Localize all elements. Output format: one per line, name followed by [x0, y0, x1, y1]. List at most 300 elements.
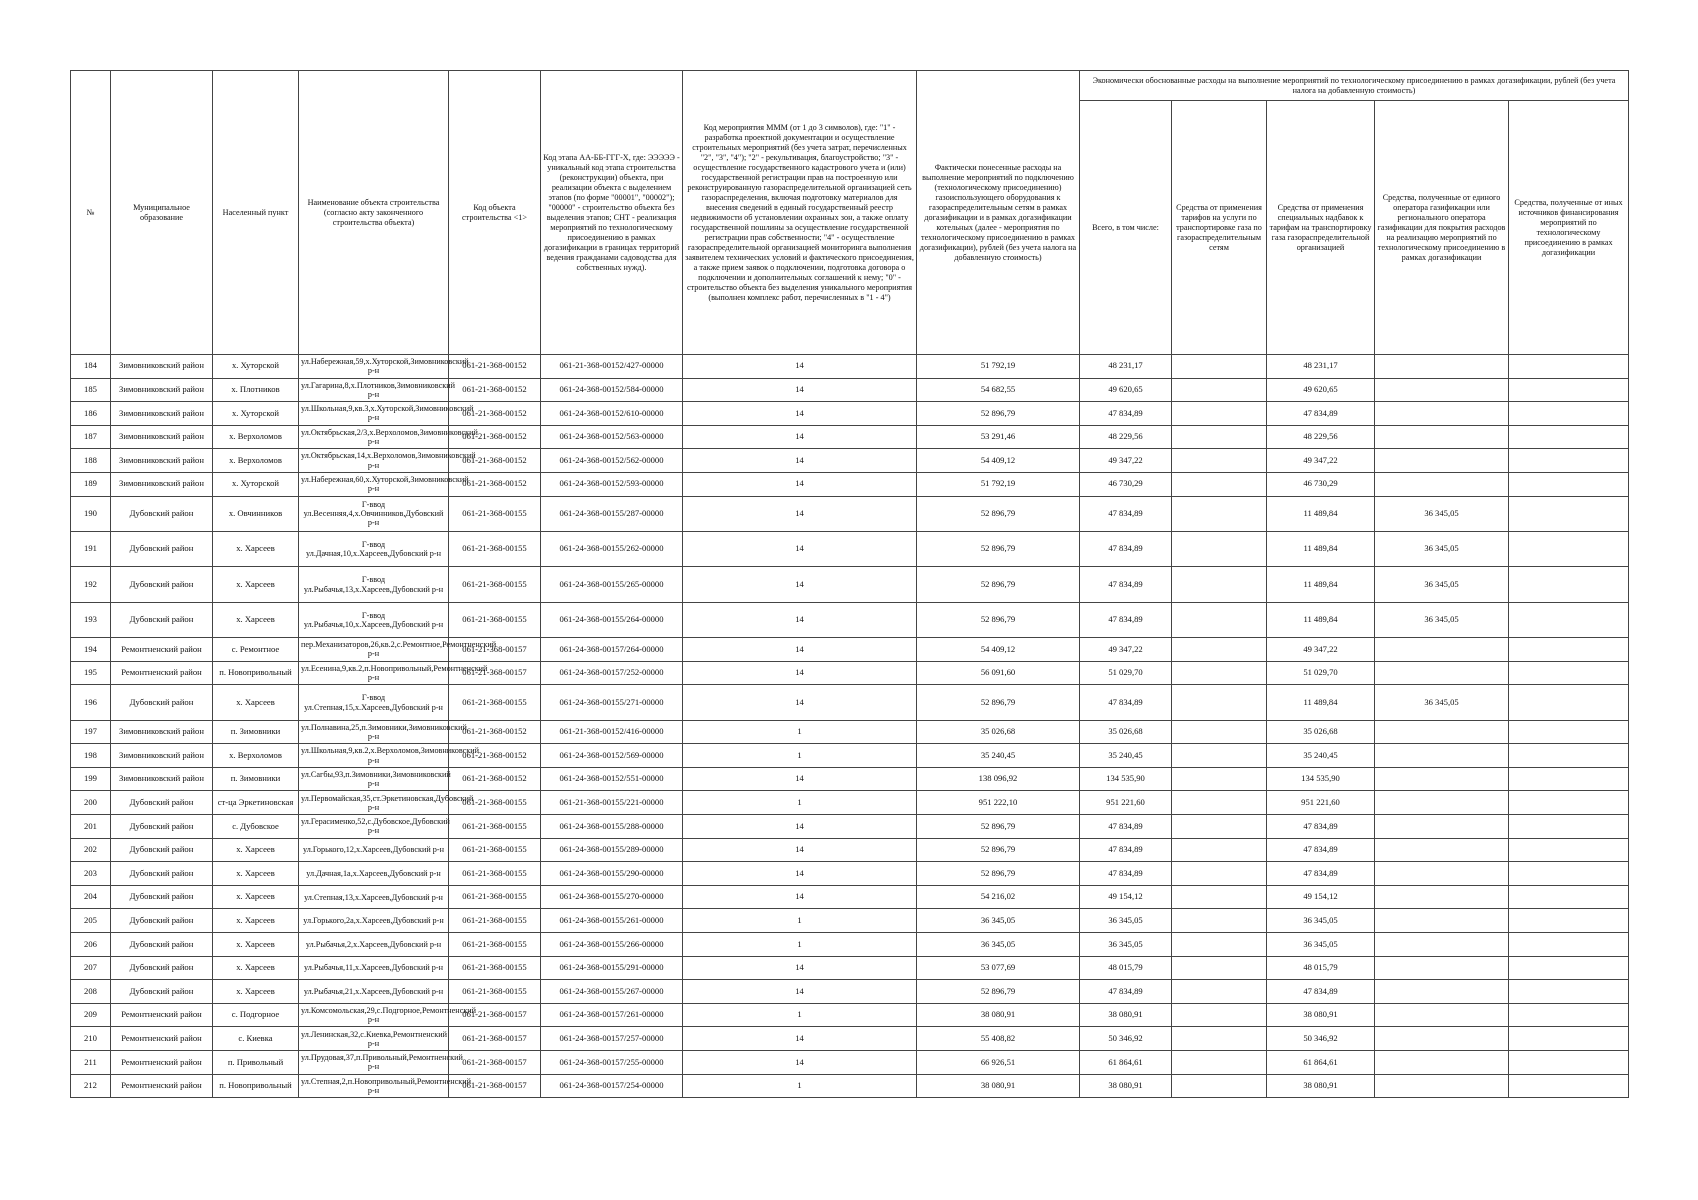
cell-activity-code: 14: [683, 956, 917, 980]
table-row: [71, 685, 1629, 720]
cell-address: ул.Рыбачья,11,х.Харсеев,Дубовский р-н: [299, 956, 449, 980]
cell-actual-costs: 52 896,79: [917, 496, 1080, 531]
cell-municipality: Зимовниковский район: [111, 425, 213, 449]
cell-address: Г-ввод ул.Дачная,10,х.Харсеев,Дубовский р-н: [299, 531, 449, 566]
cell-activity-code: 1: [683, 1074, 917, 1098]
cell-activity-code: 1: [683, 791, 917, 815]
cell-other-funds: [1509, 567, 1629, 602]
cell-object-code: 061-21-368-00152: [449, 378, 541, 402]
cell-object-code: 061-21-368-00157: [449, 1074, 541, 1098]
table-row: [71, 720, 1629, 744]
cell-operator-funds: [1375, 815, 1509, 839]
cell-other-funds: [1509, 685, 1629, 720]
cell-special-surcharge: 35 240,45: [1267, 744, 1375, 768]
header-num: №: [71, 71, 111, 355]
cell-other-funds: [1509, 1027, 1629, 1051]
cell-operator-funds: [1375, 1051, 1509, 1075]
cell-other-funds: [1509, 980, 1629, 1004]
cell-settlement: х. Харсеев: [213, 909, 299, 933]
cell-settlement: п. Привольный: [213, 1051, 299, 1075]
cell-total: 47 834,89: [1080, 815, 1172, 839]
cell-num: 202: [71, 838, 111, 862]
cell-municipality: Дубовский район: [111, 909, 213, 933]
cell-address: Г-ввод ул.Рыбачья,10,х.Харсеев,Дубовский р-н: [299, 602, 449, 637]
cell-settlement: х. Овчинников: [213, 496, 299, 531]
cell-object-code: 061-21-368-00152: [449, 449, 541, 473]
cell-total: 47 834,89: [1080, 838, 1172, 862]
cell-activity-code: 14: [683, 980, 917, 1004]
cell-municipality: Ремонтненский район: [111, 1003, 213, 1027]
cell-municipality: Дубовский район: [111, 567, 213, 602]
cell-operator-funds: [1375, 1074, 1509, 1098]
cell-municipality: Дубовский район: [111, 980, 213, 1004]
cell-address: ул.Герасименко,52,с.Дубовское,Дубовский р-н: [299, 815, 449, 839]
cell-address: ул.Прудовая,37,п.Привольный,Ремонтненский р-н: [299, 1051, 449, 1075]
table-body: [71, 355, 1629, 1098]
table-row: [71, 885, 1629, 909]
cell-address: ул.Рыбачья,2,х.Харсеев,Дубовский р-н: [299, 933, 449, 957]
cell-stage-code: 061-24-368-00152/569-00000: [541, 744, 683, 768]
cell-settlement: х. Хуторской: [213, 355, 299, 379]
cell-operator-funds: [1375, 767, 1509, 791]
cell-settlement: с. Киевка: [213, 1027, 299, 1051]
cell-municipality: Дубовский район: [111, 885, 213, 909]
cell-tariff-funds: [1172, 378, 1267, 402]
cell-stage-code: 061-24-368-00155/290-00000: [541, 862, 683, 886]
table-row: [71, 909, 1629, 933]
cell-total: 49 347,22: [1080, 638, 1172, 662]
cell-num: 193: [71, 602, 111, 637]
cell-operator-funds: [1375, 956, 1509, 980]
cell-address: ул.Набережная,60,х.Хуторской,Зимовниковский р-н: [299, 472, 449, 496]
cell-tariff-funds: [1172, 638, 1267, 662]
cell-operator-funds: [1375, 425, 1509, 449]
cell-num: 195: [71, 661, 111, 685]
cell-address: ул.Комсомольская,29,с.Подгорное,Ремонтненский р-н: [299, 1003, 449, 1027]
cell-stage-code: 061-24-368-00155/266-00000: [541, 933, 683, 957]
cell-operator-funds: [1375, 885, 1509, 909]
cell-settlement: х. Харсеев: [213, 956, 299, 980]
cell-stage-code: 061-24-368-00152/593-00000: [541, 472, 683, 496]
cell-operator-funds: [1375, 933, 1509, 957]
cell-special-surcharge: 48 231,17: [1267, 355, 1375, 379]
cell-object-code: 061-21-368-00157: [449, 638, 541, 662]
cell-stage-code: 061-24-368-00155/288-00000: [541, 815, 683, 839]
cell-object-code: 061-21-368-00152: [449, 767, 541, 791]
cell-tariff-funds: [1172, 980, 1267, 1004]
cell-municipality: Зимовниковский район: [111, 472, 213, 496]
cell-tariff-funds: [1172, 402, 1267, 426]
cell-total: 49 620,65: [1080, 378, 1172, 402]
cell-activity-code: 14: [683, 638, 917, 662]
cell-object-code: 061-21-368-00155: [449, 815, 541, 839]
cell-tariff-funds: [1172, 838, 1267, 862]
cell-special-surcharge: 38 080,91: [1267, 1003, 1375, 1027]
cell-municipality: Дубовский район: [111, 956, 213, 980]
table-row: [71, 791, 1629, 815]
cell-other-funds: [1509, 933, 1629, 957]
cell-actual-costs: 53 077,69: [917, 956, 1080, 980]
cell-tariff-funds: [1172, 744, 1267, 768]
cell-operator-funds: [1375, 838, 1509, 862]
cell-actual-costs: 54 409,12: [917, 449, 1080, 473]
cell-num: 188: [71, 449, 111, 473]
cell-tariff-funds: [1172, 815, 1267, 839]
cell-actual-costs: 54 216,02: [917, 885, 1080, 909]
cell-total: 47 834,89: [1080, 862, 1172, 886]
cell-activity-code: 14: [683, 838, 917, 862]
table-header: [71, 71, 1629, 355]
cell-actual-costs: 54 682,55: [917, 378, 1080, 402]
cell-municipality: Зимовниковский район: [111, 378, 213, 402]
header-economic-group: Экономически обоснованные расходы на выполнение мероприятий по технологическому присоединению в рамках догазификации, рублей (без учета налога на добавленную стоимость): [1080, 71, 1629, 101]
cell-num: 197: [71, 720, 111, 744]
table-row: [71, 531, 1629, 566]
cell-settlement: х. Харсеев: [213, 838, 299, 862]
cell-tariff-funds: [1172, 531, 1267, 566]
cell-actual-costs: 52 896,79: [917, 567, 1080, 602]
cell-total: 36 345,05: [1080, 933, 1172, 957]
cell-address: ул.Степная,2,п.Новопривольный,Ремонтненский р-н: [299, 1074, 449, 1098]
cell-special-surcharge: 134 535,90: [1267, 767, 1375, 791]
cell-activity-code: 14: [683, 531, 917, 566]
cell-activity-code: 14: [683, 355, 917, 379]
cell-stage-code: 061-24-368-00157/264-00000: [541, 638, 683, 662]
cell-stage-code: 061-21-368-00152/427-00000: [541, 355, 683, 379]
cell-municipality: Дубовский район: [111, 496, 213, 531]
cell-tariff-funds: [1172, 862, 1267, 886]
cell-num: 201: [71, 815, 111, 839]
cell-operator-funds: [1375, 791, 1509, 815]
cell-tariff-funds: [1172, 791, 1267, 815]
cell-address: ул.Степная,13,х.Харсеев,Дубовский р-н: [299, 885, 449, 909]
cell-total: 47 834,89: [1080, 602, 1172, 637]
cell-other-funds: [1509, 720, 1629, 744]
cell-tariff-funds: [1172, 1027, 1267, 1051]
cell-other-funds: [1509, 744, 1629, 768]
cell-activity-code: 1: [683, 933, 917, 957]
cell-actual-costs: 51 792,19: [917, 355, 1080, 379]
cell-stage-code: 061-24-368-00157/255-00000: [541, 1051, 683, 1075]
cell-total: 50 346,92: [1080, 1027, 1172, 1051]
cell-settlement: с. Подгорное: [213, 1003, 299, 1027]
cell-stage-code: 061-24-368-00155/291-00000: [541, 956, 683, 980]
cell-other-funds: [1509, 661, 1629, 685]
cell-object-code: 061-21-368-00152: [449, 720, 541, 744]
cell-operator-funds: 36 345,05: [1375, 531, 1509, 566]
cell-actual-costs: 52 896,79: [917, 531, 1080, 566]
cell-stage-code: 061-24-368-00155/289-00000: [541, 838, 683, 862]
cell-special-surcharge: 51 029,70: [1267, 661, 1375, 685]
cell-special-surcharge: 11 489,84: [1267, 567, 1375, 602]
cell-activity-code: 1: [683, 720, 917, 744]
cell-stage-code: 061-21-368-00152/416-00000: [541, 720, 683, 744]
cell-object-code: 061-21-368-00152: [449, 425, 541, 449]
cell-other-funds: [1509, 862, 1629, 886]
cell-settlement: х. Харсеев: [213, 685, 299, 720]
cell-num: 196: [71, 685, 111, 720]
cell-actual-costs: 53 291,46: [917, 425, 1080, 449]
table-row: [71, 1074, 1629, 1098]
cell-special-surcharge: 47 834,89: [1267, 980, 1375, 1004]
cell-operator-funds: 36 345,05: [1375, 685, 1509, 720]
cell-special-surcharge: 47 834,89: [1267, 862, 1375, 886]
cell-municipality: Дубовский район: [111, 531, 213, 566]
cell-num: 189: [71, 472, 111, 496]
cell-special-surcharge: 47 834,89: [1267, 838, 1375, 862]
table-row: [71, 496, 1629, 531]
cell-stage-code: 061-24-368-00155/270-00000: [541, 885, 683, 909]
cell-other-funds: [1509, 602, 1629, 637]
cell-tariff-funds: [1172, 602, 1267, 637]
cell-actual-costs: 51 792,19: [917, 472, 1080, 496]
cell-tariff-funds: [1172, 425, 1267, 449]
cell-other-funds: [1509, 1074, 1629, 1098]
table-row: [71, 567, 1629, 602]
cell-num: 210: [71, 1027, 111, 1051]
cell-total: 35 240,45: [1080, 744, 1172, 768]
cell-num: 199: [71, 767, 111, 791]
cell-stage-code: 061-21-368-00155/221-00000: [541, 791, 683, 815]
cell-total: 951 221,60: [1080, 791, 1172, 815]
cell-activity-code: 14: [683, 567, 917, 602]
cell-object-code: 061-21-368-00155: [449, 956, 541, 980]
cell-num: 200: [71, 791, 111, 815]
cell-actual-costs: 35 240,45: [917, 744, 1080, 768]
cell-actual-costs: 36 345,05: [917, 909, 1080, 933]
cell-operator-funds: [1375, 862, 1509, 886]
cell-special-surcharge: 11 489,84: [1267, 602, 1375, 637]
cell-num: 198: [71, 744, 111, 768]
cell-other-funds: [1509, 767, 1629, 791]
cell-other-funds: [1509, 472, 1629, 496]
cell-address: ул.Октябрьская,2/3,х.Верхоломов,Зимовниковский р-н: [299, 425, 449, 449]
cell-operator-funds: [1375, 1003, 1509, 1027]
table-row: [71, 355, 1629, 379]
cell-other-funds: [1509, 402, 1629, 426]
cell-activity-code: 1: [683, 909, 917, 933]
cell-settlement: п. Зимовники: [213, 720, 299, 744]
cell-operator-funds: 36 345,05: [1375, 602, 1509, 637]
cell-num: 194: [71, 638, 111, 662]
cell-address: Г-ввод ул.Степная,15,х.Харсеев,Дубовский р-н: [299, 685, 449, 720]
cell-other-funds: [1509, 956, 1629, 980]
cell-special-surcharge: 47 834,89: [1267, 402, 1375, 426]
cell-settlement: с. Ремонтное: [213, 638, 299, 662]
cell-actual-costs: 52 896,79: [917, 980, 1080, 1004]
cell-other-funds: [1509, 791, 1629, 815]
cell-num: 192: [71, 567, 111, 602]
cell-object-code: 061-21-368-00155: [449, 885, 541, 909]
cell-actual-costs: 138 096,92: [917, 767, 1080, 791]
cell-stage-code: 061-24-368-00155/265-00000: [541, 567, 683, 602]
cell-object-code: 061-21-368-00157: [449, 1003, 541, 1027]
cell-operator-funds: [1375, 402, 1509, 426]
cell-num: 212: [71, 1074, 111, 1098]
cell-activity-code: 14: [683, 496, 917, 531]
table-row: [71, 661, 1629, 685]
table-row: [71, 602, 1629, 637]
cell-activity-code: 1: [683, 744, 917, 768]
table-row: [71, 744, 1629, 768]
cell-municipality: Дубовский район: [111, 602, 213, 637]
cell-settlement: х. Харсеев: [213, 531, 299, 566]
header-stage-code: Код этапа АА-ББ-ГГГ-Х, где: ЭЭЭЭЭ - уникальный код этапа строительства (реконструкции) объекта, при реализации объекта с выделением этапов (по форме "00001", "00002"); "00000" - строительство объекта без выделения этапов; СНТ - реализация мероприятий по технологическому присоединению в рамках догазификации в границах территорий ведения гражданами садоводства для собственных нужд).: [541, 71, 683, 355]
cell-other-funds: [1509, 815, 1629, 839]
cell-municipality: Ремонтненский район: [111, 1051, 213, 1075]
cell-special-surcharge: 35 026,68: [1267, 720, 1375, 744]
cell-num: 208: [71, 980, 111, 1004]
cell-other-funds: [1509, 838, 1629, 862]
cell-operator-funds: [1375, 744, 1509, 768]
cell-tariff-funds: [1172, 720, 1267, 744]
cell-municipality: Зимовниковский район: [111, 767, 213, 791]
cell-special-surcharge: 47 834,89: [1267, 815, 1375, 839]
cell-other-funds: [1509, 378, 1629, 402]
cell-address: ул.Есенина,9,кв.2,п.Новопривольный,Ремонтненский р-н: [299, 661, 449, 685]
cell-other-funds: [1509, 1051, 1629, 1075]
cell-tariff-funds: [1172, 956, 1267, 980]
table-row: [71, 815, 1629, 839]
cell-other-funds: [1509, 355, 1629, 379]
table-row: [71, 378, 1629, 402]
cell-special-surcharge: 48 229,56: [1267, 425, 1375, 449]
cell-activity-code: 14: [683, 449, 917, 473]
cell-tariff-funds: [1172, 885, 1267, 909]
cell-other-funds: [1509, 425, 1629, 449]
cell-special-surcharge: 46 730,29: [1267, 472, 1375, 496]
cell-municipality: Ремонтненский район: [111, 1074, 213, 1098]
cell-address: ул.Сагбы,93,п.Зимовники,Зимовниковский р-н: [299, 767, 449, 791]
cell-total: 47 834,89: [1080, 980, 1172, 1004]
cell-num: 206: [71, 933, 111, 957]
cell-other-funds: [1509, 531, 1629, 566]
cell-operator-funds: [1375, 449, 1509, 473]
cell-num: 190: [71, 496, 111, 531]
cell-total: 49 347,22: [1080, 449, 1172, 473]
cell-stage-code: 061-24-368-00152/610-00000: [541, 402, 683, 426]
cell-municipality: Зимовниковский район: [111, 402, 213, 426]
cell-actual-costs: 35 026,68: [917, 720, 1080, 744]
cell-municipality: Зимовниковский район: [111, 720, 213, 744]
cell-address: ул.Рыбачья,21,х.Харсеев,Дубовский р-н: [299, 980, 449, 1004]
cell-settlement: х. Харсеев: [213, 933, 299, 957]
cell-stage-code: 061-24-368-00155/262-00000: [541, 531, 683, 566]
cell-municipality: Дубовский район: [111, 838, 213, 862]
cell-object-code: 061-21-368-00155: [449, 933, 541, 957]
header-settlement: Населенный пункт: [213, 71, 299, 355]
table-row: [71, 1027, 1629, 1051]
cell-address: Г-ввод ул.Рыбачья,13,х.Харсеев,Дубовский р-н: [299, 567, 449, 602]
cell-total: 38 080,91: [1080, 1003, 1172, 1027]
cell-operator-funds: [1375, 378, 1509, 402]
cell-object-code: 061-21-368-00152: [449, 744, 541, 768]
cell-tariff-funds: [1172, 933, 1267, 957]
cell-total: 47 834,89: [1080, 567, 1172, 602]
cell-municipality: Дубовский район: [111, 685, 213, 720]
cell-num: 205: [71, 909, 111, 933]
cell-stage-code: 061-24-368-00155/261-00000: [541, 909, 683, 933]
cell-settlement: х. Харсеев: [213, 602, 299, 637]
cell-operator-funds: 36 345,05: [1375, 496, 1509, 531]
cell-object-code: 061-21-368-00155: [449, 531, 541, 566]
cell-num: 187: [71, 425, 111, 449]
cell-object-code: 061-21-368-00155: [449, 685, 541, 720]
table-row: [71, 767, 1629, 791]
cell-settlement: х. Харсеев: [213, 567, 299, 602]
cell-address: Г-ввод ул.Весенняя,4,х.Овчинников,Дубовский р-н: [299, 496, 449, 531]
table-row: [71, 862, 1629, 886]
cell-stage-code: 061-24-368-00152/584-00000: [541, 378, 683, 402]
cell-tariff-funds: [1172, 472, 1267, 496]
cell-total: 61 864,61: [1080, 1051, 1172, 1075]
cell-special-surcharge: 49 154,12: [1267, 885, 1375, 909]
cell-special-surcharge: 61 864,61: [1267, 1051, 1375, 1075]
cell-address: ул.Первомайская,35,ст.Эркетиновская,Дубовский р-н: [299, 791, 449, 815]
cell-total: 47 834,89: [1080, 496, 1172, 531]
cell-actual-costs: 66 926,51: [917, 1051, 1080, 1075]
cell-operator-funds: [1375, 661, 1509, 685]
cell-total: 48 015,79: [1080, 956, 1172, 980]
cell-stage-code: 061-24-368-00152/562-00000: [541, 449, 683, 473]
cell-address: ул.Ленинская,32,с.Киевка,Ремонтненский р-н: [299, 1027, 449, 1051]
cell-municipality: Ремонтненский район: [111, 661, 213, 685]
cell-operator-funds: [1375, 720, 1509, 744]
cell-municipality: Зимовниковский район: [111, 449, 213, 473]
cell-other-funds: [1509, 638, 1629, 662]
cell-special-surcharge: 48 015,79: [1267, 956, 1375, 980]
header-object-name: Наименование объекта строительства (согласно акту законченного строительства объекта): [299, 71, 449, 355]
table-row: [71, 638, 1629, 662]
cell-object-code: 061-21-368-00155: [449, 791, 541, 815]
cell-object-code: 061-21-368-00157: [449, 1027, 541, 1051]
cell-stage-code: 061-24-368-00152/563-00000: [541, 425, 683, 449]
cell-operator-funds: [1375, 472, 1509, 496]
cell-settlement: п. Новопривольный: [213, 661, 299, 685]
cell-total: 134 535,90: [1080, 767, 1172, 791]
table-row: [71, 933, 1629, 957]
cell-tariff-funds: [1172, 1003, 1267, 1027]
cell-activity-code: 14: [683, 1051, 917, 1075]
cell-activity-code: 14: [683, 885, 917, 909]
cell-actual-costs: 52 896,79: [917, 815, 1080, 839]
cell-actual-costs: 54 409,12: [917, 638, 1080, 662]
cell-municipality: Ремонтненский район: [111, 1027, 213, 1051]
cell-activity-code: 14: [683, 767, 917, 791]
table-row: [71, 1051, 1629, 1075]
cell-municipality: Дубовский район: [111, 815, 213, 839]
cell-activity-code: 14: [683, 862, 917, 886]
cell-total: 47 834,89: [1080, 685, 1172, 720]
cell-settlement: п. Зимовники: [213, 767, 299, 791]
cell-address: пер.Механизаторов,26,кв.2,с.Ремонтное,Ремонтненский р-н: [299, 638, 449, 662]
cell-address: ул.Набережная,59,х.Хуторской,Зимовниковский р-н: [299, 355, 449, 379]
cell-object-code: 061-21-368-00155: [449, 496, 541, 531]
cell-municipality: Ремонтненский район: [111, 638, 213, 662]
cell-tariff-funds: [1172, 909, 1267, 933]
cell-num: 203: [71, 862, 111, 886]
cell-stage-code: 061-24-368-00155/264-00000: [541, 602, 683, 637]
cell-actual-costs: 52 896,79: [917, 862, 1080, 886]
cell-settlement: п. Новопривольный: [213, 1074, 299, 1098]
cell-settlement: с. Дубовское: [213, 815, 299, 839]
cell-activity-code: 14: [683, 425, 917, 449]
cell-actual-costs: 38 080,91: [917, 1003, 1080, 1027]
cell-operator-funds: [1375, 980, 1509, 1004]
cell-actual-costs: 52 896,79: [917, 402, 1080, 426]
cell-total: 47 834,89: [1080, 402, 1172, 426]
header-other-funds: Средства, полученные от иных источников финансирования мероприятий по технологическому присоединению в рамках догазификации: [1509, 101, 1629, 355]
